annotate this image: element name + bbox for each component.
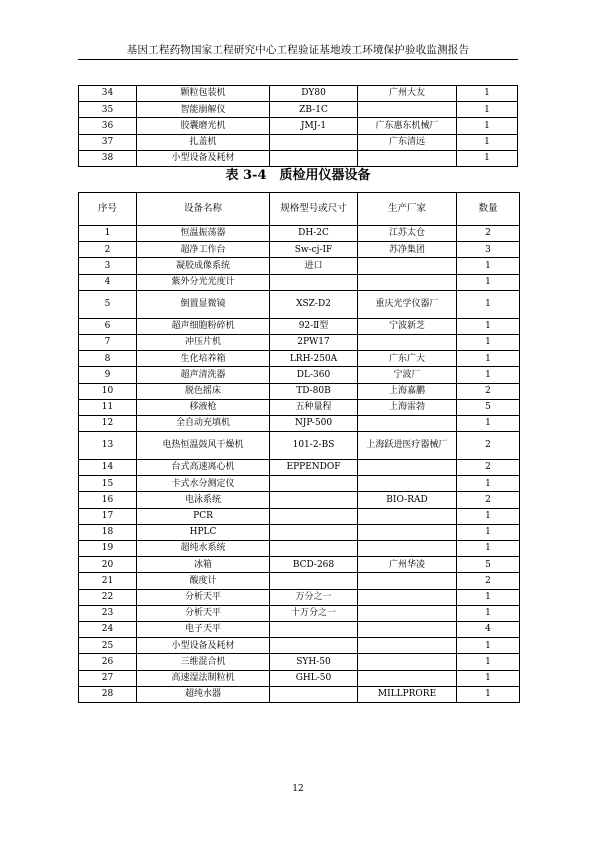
cell-qty: 1 (457, 638, 520, 654)
cell-model: LRH-250A (270, 351, 358, 367)
cell-no: 23 (79, 605, 137, 621)
cell-qty: 1 (457, 654, 520, 670)
cell-no: 11 (79, 399, 137, 415)
cell-maker (358, 541, 457, 557)
cell-maker (358, 274, 457, 290)
cell-model: JMJ-1 (270, 118, 358, 134)
cell-maker: 广州华凌 (358, 557, 457, 573)
cell-name: 脱色摇床 (137, 383, 270, 399)
cell-name: 电热恒温鼓风干燥机 (137, 432, 270, 460)
cell-qty: 2 (457, 460, 520, 476)
cell-no: 17 (79, 508, 137, 524)
cell-model: 五种量程 (270, 399, 358, 415)
cell-qty: 1 (457, 334, 520, 350)
cell-maker (358, 415, 457, 431)
cell-no: 15 (79, 476, 137, 492)
cell-name: 酸度计 (137, 573, 270, 589)
table-row (79, 476, 520, 492)
table-row (79, 670, 520, 686)
cell-model: DY80 (270, 86, 358, 102)
cell-no: 5 (79, 290, 137, 318)
cell-no: 24 (79, 621, 137, 637)
header-rule (78, 59, 518, 60)
cell-maker (358, 621, 457, 637)
header-qty: 数量 (457, 193, 520, 226)
table-row (79, 334, 520, 350)
cell-no: 20 (79, 557, 137, 573)
cell-model: 万分之一 (270, 589, 358, 605)
page-number: 12 (292, 784, 304, 794)
table-row (79, 367, 520, 383)
cell-name: 超声细胞粉碎机 (137, 318, 270, 334)
cell-name: 小型设备及耗材 (137, 150, 270, 166)
cell-name: 台式高速离心机 (137, 460, 270, 476)
cell-qty: 1 (457, 102, 518, 118)
table-row (79, 118, 518, 134)
cell-no: 36 (79, 118, 137, 134)
cell-maker: BIO-RAD (358, 492, 457, 508)
cell-model: EPPENDOF (270, 460, 358, 476)
cell-model (270, 134, 358, 150)
cell-model (270, 621, 358, 637)
cell-name: 胶囊磨光机 (137, 118, 270, 134)
cell-no: 28 (79, 686, 137, 702)
cell-name: 凝胶成像系统 (137, 258, 270, 274)
table-row (79, 541, 520, 557)
cell-no: 6 (79, 318, 137, 334)
cell-no: 1 (79, 226, 137, 242)
cell-model (270, 686, 358, 702)
cell-maker (358, 460, 457, 476)
cell-qty: 1 (457, 290, 520, 318)
cell-qty: 1 (457, 367, 520, 383)
table-row (79, 508, 520, 524)
cell-maker: 宁波新芝 (358, 318, 457, 334)
cell-maker: 江苏太仓 (358, 226, 457, 242)
table-row (79, 226, 520, 242)
cell-qty: 1 (457, 686, 520, 702)
cell-name: HPLC (137, 524, 270, 540)
cell-no: 19 (79, 541, 137, 557)
cell-no: 4 (79, 274, 137, 290)
cell-no: 27 (79, 670, 137, 686)
table-row (79, 573, 520, 589)
cell-no: 10 (79, 383, 137, 399)
cell-model (270, 638, 358, 654)
cell-maker (358, 102, 457, 118)
cell-maker (358, 654, 457, 670)
cell-no: 16 (79, 492, 137, 508)
running-header: 基因工程药物国家工程研究中心工程验证基地竣工环境保护验收监测报告 (126, 44, 470, 56)
cell-maker (358, 524, 457, 540)
cell-maker (358, 476, 457, 492)
cell-no: 22 (79, 589, 137, 605)
header-no: 序号 (79, 193, 137, 226)
cell-qty: 1 (457, 134, 518, 150)
cell-qty: 1 (457, 150, 518, 166)
cell-no: 12 (79, 415, 137, 431)
cell-maker: 上海嘉鹏 (358, 383, 457, 399)
cell-no: 9 (79, 367, 137, 383)
cell-maker (358, 670, 457, 686)
cell-maker: 广东惠东机械厂 (358, 118, 457, 134)
cell-model (270, 541, 358, 557)
cell-name: 电泳系统 (137, 492, 270, 508)
cell-model: NJP-500 (270, 415, 358, 431)
cell-qty: 1 (457, 415, 520, 431)
cell-name: 超净工作台 (137, 242, 270, 258)
cell-name: 恒温振荡器 (137, 226, 270, 242)
cell-qty: 1 (457, 589, 520, 605)
cell-maker (358, 258, 457, 274)
cell-qty: 1 (457, 524, 520, 540)
cell-maker: MILLPRORE (358, 686, 457, 702)
cell-qty: 1 (457, 605, 520, 621)
cell-qty: 2 (457, 383, 520, 399)
table-row (79, 86, 518, 102)
header-model: 规格型号或尺寸 (270, 193, 358, 226)
cell-name: 生化培养箱 (137, 351, 270, 367)
cell-model (270, 573, 358, 589)
table-row (79, 383, 520, 399)
cell-name: 超纯水系统 (137, 541, 270, 557)
table-row (79, 686, 520, 702)
cell-qty: 2 (457, 226, 520, 242)
table-row (79, 134, 518, 150)
cell-no: 18 (79, 524, 137, 540)
cell-name: 卡式水分测定仪 (137, 476, 270, 492)
cell-model (270, 508, 358, 524)
cell-no: 21 (79, 573, 137, 589)
table-row (79, 399, 520, 415)
cell-maker: 苏净集团 (358, 242, 457, 258)
cell-model (270, 524, 358, 540)
cell-name: 超声清洗器 (137, 367, 270, 383)
table-row (79, 524, 520, 540)
cell-name: 高速湿法制粒机 (137, 670, 270, 686)
cell-no: 2 (79, 242, 137, 258)
cell-model: GHL-50 (270, 670, 358, 686)
table-row (79, 638, 520, 654)
cell-maker: 上海跃进医疗器械厂 (358, 432, 457, 460)
cell-model: 92-Ⅱ型 (270, 318, 358, 334)
table-header-row (79, 193, 520, 226)
cell-qty: 1 (457, 670, 520, 686)
cell-no: 13 (79, 432, 137, 460)
cell-name: 分析天平 (137, 589, 270, 605)
cell-maker: 上海雷勃 (358, 399, 457, 415)
header-maker: 生产厂家 (358, 193, 457, 226)
cell-qty: 5 (457, 399, 520, 415)
cell-no: 3 (79, 258, 137, 274)
cell-qty: 4 (457, 621, 520, 637)
cell-maker (358, 638, 457, 654)
cell-name: 智能崩解仪 (137, 102, 270, 118)
cell-qty: 3 (457, 242, 520, 258)
cell-maker (358, 334, 457, 350)
cell-maker: 宁波厂 (358, 367, 457, 383)
cell-model (270, 476, 358, 492)
cell-model: XSZ-D2 (270, 290, 358, 318)
cell-name: 电子天平 (137, 621, 270, 637)
cell-maker (358, 589, 457, 605)
cell-qty: 2 (457, 573, 520, 589)
cell-model: 101-2-BS (270, 432, 358, 460)
cell-qty: 5 (457, 557, 520, 573)
qc-equipment-table (78, 192, 520, 703)
cell-no: 25 (79, 638, 137, 654)
cell-model: TD-80B (270, 383, 358, 399)
table-row (79, 654, 520, 670)
cell-qty: 1 (457, 258, 520, 274)
cell-no: 14 (79, 460, 137, 476)
cell-maker (358, 605, 457, 621)
cell-qty: 2 (457, 432, 520, 460)
table-row (79, 492, 520, 508)
cell-no: 37 (79, 134, 137, 150)
cell-name: PCR (137, 508, 270, 524)
cell-qty: 1 (457, 86, 518, 102)
table-row (79, 274, 520, 290)
table-row (79, 290, 520, 318)
cell-no: 34 (79, 86, 137, 102)
table-row (79, 102, 518, 118)
table-row (79, 351, 520, 367)
cell-qty: 1 (457, 318, 520, 334)
cell-qty: 1 (457, 508, 520, 524)
cell-name: 全自动充填机 (137, 415, 270, 431)
cell-name: 紫外分光光度计 (137, 274, 270, 290)
cell-name: 超纯水器 (137, 686, 270, 702)
cell-no: 35 (79, 102, 137, 118)
table-row (79, 621, 520, 637)
cell-model: DH-2C (270, 226, 358, 242)
table-row (79, 460, 520, 476)
cell-name: 小型设备及耗材 (137, 638, 270, 654)
cell-maker: 广东清远 (358, 134, 457, 150)
table-row (79, 557, 520, 573)
header-name: 设备名称 (137, 193, 270, 226)
cell-model (270, 274, 358, 290)
table-row (79, 242, 520, 258)
table-row (79, 589, 520, 605)
cell-qty: 1 (457, 274, 520, 290)
cell-name: 颗粒包装机 (137, 86, 270, 102)
cell-maker (358, 508, 457, 524)
cell-name: 扎盖机 (137, 134, 270, 150)
cell-maker: 广东广大 (358, 351, 457, 367)
table-caption: 表 3-4 质检用仪器设备 (225, 168, 371, 183)
cell-maker: 广州大友 (358, 86, 457, 102)
cell-model: BCD-268 (270, 557, 358, 573)
cell-model: 进口 (270, 258, 358, 274)
cell-name: 移液枪 (137, 399, 270, 415)
cell-qty: 1 (457, 118, 518, 134)
table-row (79, 605, 520, 621)
cell-name: 冰箱 (137, 557, 270, 573)
cell-model: DL-360 (270, 367, 358, 383)
cell-model: 十万分之一 (270, 605, 358, 621)
cell-no: 7 (79, 334, 137, 350)
cell-model (270, 492, 358, 508)
cell-model: 2PW17 (270, 334, 358, 350)
cell-maker: 重庆光学仪器厂 (358, 290, 457, 318)
cell-qty: 1 (457, 541, 520, 557)
table-row (79, 415, 520, 431)
cell-qty: 1 (457, 476, 520, 492)
cell-qty: 1 (457, 351, 520, 367)
cell-name: 分析天平 (137, 605, 270, 621)
cell-name: 冲压片机 (137, 334, 270, 350)
cell-name: 三维混合机 (137, 654, 270, 670)
cell-model: Sw-cj-IF (270, 242, 358, 258)
cell-model: SYH-50 (270, 654, 358, 670)
cell-name: 倒置显微镜 (137, 290, 270, 318)
cell-model: ZB-1C (270, 102, 358, 118)
continued-equipment-table (78, 85, 518, 167)
cell-no: 38 (79, 150, 137, 166)
table-row (79, 258, 520, 274)
cell-maker (358, 573, 457, 589)
cell-no: 8 (79, 351, 137, 367)
cell-qty: 2 (457, 492, 520, 508)
table-row (79, 318, 520, 334)
cell-no: 26 (79, 654, 137, 670)
table-row (79, 432, 520, 460)
